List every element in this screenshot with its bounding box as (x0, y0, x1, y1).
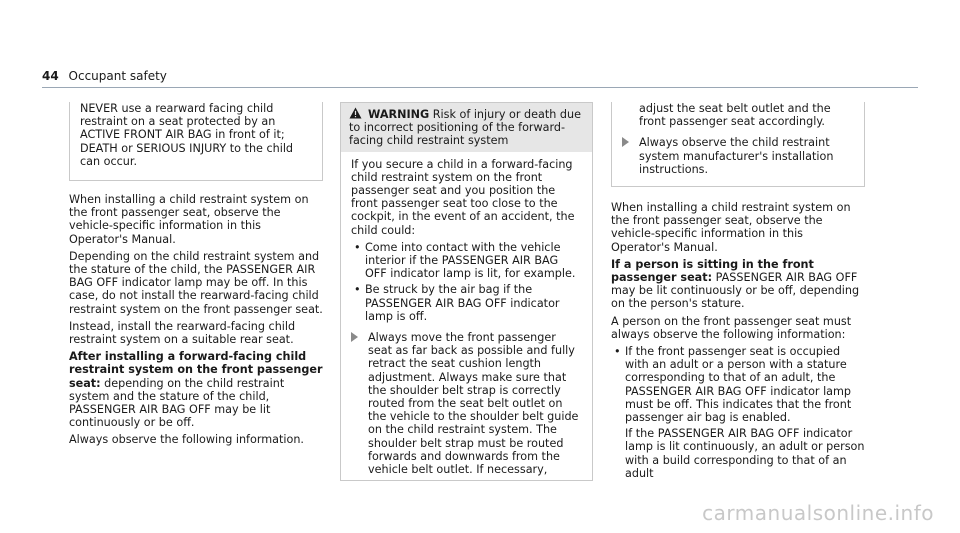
list-item: • Come into contact with the vehicle interior if the PASSENGER AIR BAG OFF indicator lamp is lit, for example. (365, 241, 582, 281)
warning-title: Risk of injury or death due to incorrect positioning of the forward-facing child restraint system (349, 108, 581, 148)
paragraph: Depending on the child restraint system and the stature of the child, the PASSENGER AIR BAG OFF indicator lamp may be off. In this case, do not install the rearward-facing child restraint system on the front passenger seat. (69, 249, 323, 316)
paragraph: When installing a child restraint system on the front passenger seat, observe the vehicle-specific information in this Operator's Manual. (611, 201, 851, 254)
section-title: Occupant safety (68, 69, 167, 83)
warning-box-continued (611, 102, 865, 187)
notice-box (69, 102, 323, 181)
list-item-text: If the front passenger seat is occupied with an adult or a person with a stature corresponding to that of an adult, the PASSENGER AIR BAG OFF indicator lamp must be off. This indicates that the front passenger air bag is enabled. (625, 345, 852, 425)
paragraph (69, 350, 323, 429)
list-item (625, 345, 865, 480)
paragraph-text: PASSENGER AIR BAG OFF may be lit continuously or be off, depending on the person's stature. (611, 271, 860, 311)
warning-body (341, 152, 592, 481)
action-arrow-icon (622, 137, 629, 147)
paragraph-heading: If a person is sitting in the front passenger seat: (611, 257, 814, 285)
paragraph (611, 258, 865, 311)
list-item: • Be struck by the air bag if the PASSENGER AIR BAG OFF indicator lamp is off. (365, 283, 582, 323)
warning-header (341, 103, 592, 152)
notice-text: NEVER use a rearward facing child restraint on a seat protected by an ACTIVE FRONT AIR BAG in front of it; DEATH or SERIOUS INJURY to the child can occur. (80, 102, 294, 168)
warning-box (340, 102, 593, 481)
warning-list (351, 241, 582, 323)
paragraph: Always observe the following information. (69, 433, 304, 447)
header-divider (42, 87, 918, 88)
action-step (622, 136, 854, 176)
paragraph-heading: After installing a forward-facing child restraint system on the front passenger seat: (69, 350, 323, 390)
paragraph: Instead, install the rearward-facing child restraint system on a suitable rear seat. (69, 319, 296, 347)
page-header (42, 69, 167, 83)
warning-label: WARNING (368, 108, 430, 121)
paragraph-text: depending on the child restraint system and the stature of the child, PASSENGER AIR BAG OFF may be lit continuously or be off. (69, 376, 285, 430)
warning-triangle-icon (349, 107, 362, 119)
watermark: carmanualsonline.info (702, 501, 934, 525)
warning-intro: If you secure a child in a forward-facing child restraint system on the front passenger seat and you position the front passenger seat too close to the cockpit, in the event of an accident, the child could: (351, 157, 575, 237)
paragraph: When installing a child restraint system on the front passenger seat, observe the vehicle-specific information in this Operator's Manual. (69, 193, 309, 246)
column-middle (340, 102, 593, 481)
action-text: Always move the front passenger seat as far back as possible and fully retract the seat cushion length adjustment. Always make sure that the shoulder belt strap is correctly routed from the seat belt outlet on the vehicle to the shoulder belt guide on the child restraint system. The shoulder belt strap must be routed forwards and downwards from the vehicle belt outlet. If necessary, (368, 331, 579, 477)
column-right (611, 102, 865, 484)
paragraph: A person on the front passenger seat must always observe the following information: (611, 314, 852, 341)
column-left (69, 102, 323, 451)
action-arrow-icon (351, 332, 358, 342)
page-number: 44 (42, 69, 59, 83)
action-step (351, 331, 582, 476)
list-item-continued: If the PASSENGER AIR BAG OFF indicator lamp is lit continuously, an adult or person with a build corresponding to that of an adult (625, 427, 865, 480)
continued-text: adjust the seat belt outlet and the front passenger seat accordingly. (639, 102, 831, 129)
info-list (611, 345, 865, 480)
action-text: Always observe the child restraint system manufacturer's installation instructions. (639, 136, 834, 176)
